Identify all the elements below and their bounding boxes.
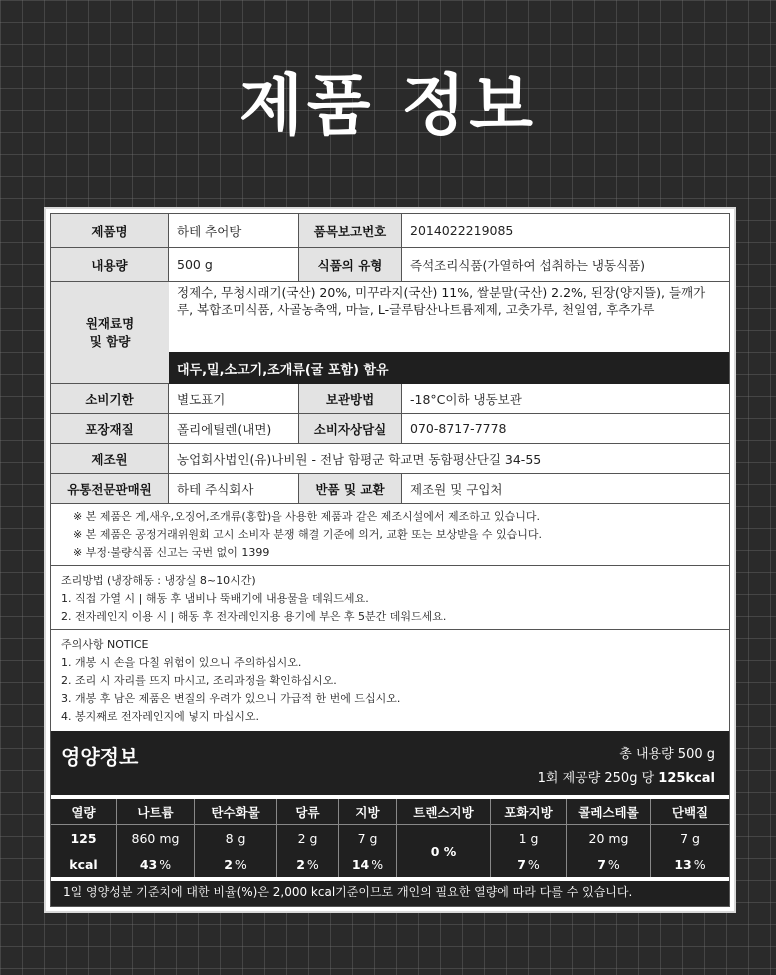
allergen-notice: 대두,밀,소고기,조개류(굴 포함) 함유 [169,352,729,384]
row-distributor [51,474,729,504]
cooking-title: 조리방법 (냉장해동 : 냉장실 8~10시간) [61,574,256,587]
food-type-value: 즉석조리식품(가열하여 섭취하는 냉동식품) [410,257,646,273]
caution-item: 1. 개봉 시 손을 다칠 위험이 있으니 주의하십시오. [61,656,302,669]
packaging-value: 폴리에틸렌(내면) [169,414,299,443]
value-cell: 125 [51,825,117,851]
product-name-label: 제품명 [51,214,169,247]
cooking-section [51,566,729,630]
report-no-label: 품목보고번호 [299,214,402,247]
nutrition-title: 영양정보 [61,745,139,769]
cooking-step: 1. 직접 가열 시 | 해동 후 냄비나 뚝배기에 내용물을 데워드세요. [61,592,369,605]
nutrition-total: 총 내용량 500 g [619,747,715,762]
product-name-value: 하테 추어탕 [169,214,299,247]
cooking-step: 2. 전자레인지 이용 시 | 해동 후 전자레인지용 용기에 부은 후 5분간 데워드세요. [61,610,447,623]
value-cell: 1 g [491,825,567,851]
percent-cell: 7 % [491,851,567,877]
storage-value: -18°C이하 냉동보관 [410,391,522,407]
expiry-label: 소비기한 [51,384,169,413]
maker-value: 농업회사법인(유)나비원 - 전남 함평군 학교면 동함평산단길 34-55 [177,451,542,467]
page-title: 제품 정보 [238,67,537,144]
packaging-label: 포장재질 [51,414,169,443]
header-cell: 콜레스테롤 [567,799,651,824]
volume-value: 500 g [169,248,299,281]
value-cell: 7 g [680,830,700,846]
food-type-label: 식품의 유형 [299,248,402,281]
nutrition-percent-row [51,851,729,877]
row-expiry [51,384,729,414]
expiry-value: 별도표기 [169,384,299,413]
ingredients-label-line2: 및 함량 [89,333,131,349]
trans-fat-percent: 0 % [397,825,491,877]
percent-cell: 2 % [277,851,339,877]
nutrition-body [51,825,729,881]
nutrition-header-row [51,799,729,825]
nutrition-serving [538,767,715,786]
ingredients-box [169,282,729,352]
maker-label: 제조원 [51,444,169,473]
return-value: 제조원 및 구입처 [410,481,503,497]
percent-cell: 13 % [674,856,706,872]
distributor-value: 하테 주식회사 [169,474,299,503]
caution-item: 3. 개봉 후 남은 제품은 변질의 우려가 있으니 가급적 한 번에 드십시오. [61,692,401,705]
header-cell: 포화지방 [491,799,567,824]
header-cell: 나트륨 [117,799,195,824]
nutrition-value-row [51,825,729,851]
caution-item: 4. 봉지째로 전자레인지에 넣지 마십시오. [61,710,259,723]
percent-cell: 2 % [195,851,277,877]
volume-label: 내용량 [51,248,169,281]
notice-section [51,504,729,566]
caution-title: 주의사항 NOTICE [61,638,149,651]
ingredients-value: 정제수, 무청시래기(국산) 20%, 미꾸라지(국산) 11%, 쌀분말(국산) 2.2%, 된장(양지뜰), 들깨가루, 복합조미식품, 사골농축액, 마늘, L-글루탐산나트륨제제, 고춧가루, 천일염, 후추가루 [177,285,706,317]
value-cell: 2 g [277,825,339,851]
storage-label: 보관방법 [299,384,402,413]
nutrition-footnote: 1일 영양성분 기준치에 대한 비율(%)은 2,000 kcal기준이므로 개인의 필요한 열량에 따라 다를 수 있습니다. [63,885,633,899]
header-cell: 탄수화물 [195,799,277,824]
nutrition-section [51,731,729,906]
nutrition-table [51,795,729,881]
kcal-unit: kcal [51,851,117,877]
row-volume [51,248,729,282]
report-no-value: 2014022219085 [410,223,514,238]
notice-line: ※ 본 제품은 공정거래위원회 고시 소비자 분쟁 해결 기준에 의거, 교환 또는 보상받을 수 있습니다. [73,528,542,541]
header-cell: 열량 [51,799,117,824]
header-cell: 당류 [277,799,339,824]
consult-label: 소비자상담실 [299,414,402,443]
value-cell: 20 mg [567,825,651,851]
percent-cell: 7 % [567,851,651,877]
consult-value: 070-8717-7778 [410,421,507,436]
value-cell: 8 g [195,825,277,851]
header-cell: 트렌스지방 [397,799,491,824]
distributor-label: 유통전문판매원 [51,474,169,503]
notice-line: ※ 본 제품은 게,새우,오징어,조개류(홍합)을 사용한 제품과 같은 제조시설에서 제조하고 있습니다. [73,510,541,523]
value-cell: 7 g [339,825,397,851]
ingredients-label-line1: 원재료명 [85,315,135,331]
caution-section [51,630,729,731]
return-label: 반품 및 교환 [299,474,402,503]
percent-cell: 43 % [117,851,195,877]
row-packaging [51,414,729,444]
notice-line: ※ 부정·불량식품 신고는 국번 없이 1399 [73,546,270,559]
caution-item: 2. 조리 시 자리를 뜨지 마시고, 조리과정을 확인하십시오. [61,674,337,687]
row-maker [51,444,729,474]
header-cell: 지방 [339,799,397,824]
value-cell: 860 mg [117,825,195,851]
product-info-panel [44,207,736,913]
percent-cell: 14 % [339,851,397,877]
serving-kcal: 125kcal [658,771,715,786]
ingredients-label [51,282,169,383]
serving-prefix: 1회 제공량 250g 당 [537,771,659,786]
row-product-name [51,214,729,248]
header-cell: 단백질 [671,804,709,820]
